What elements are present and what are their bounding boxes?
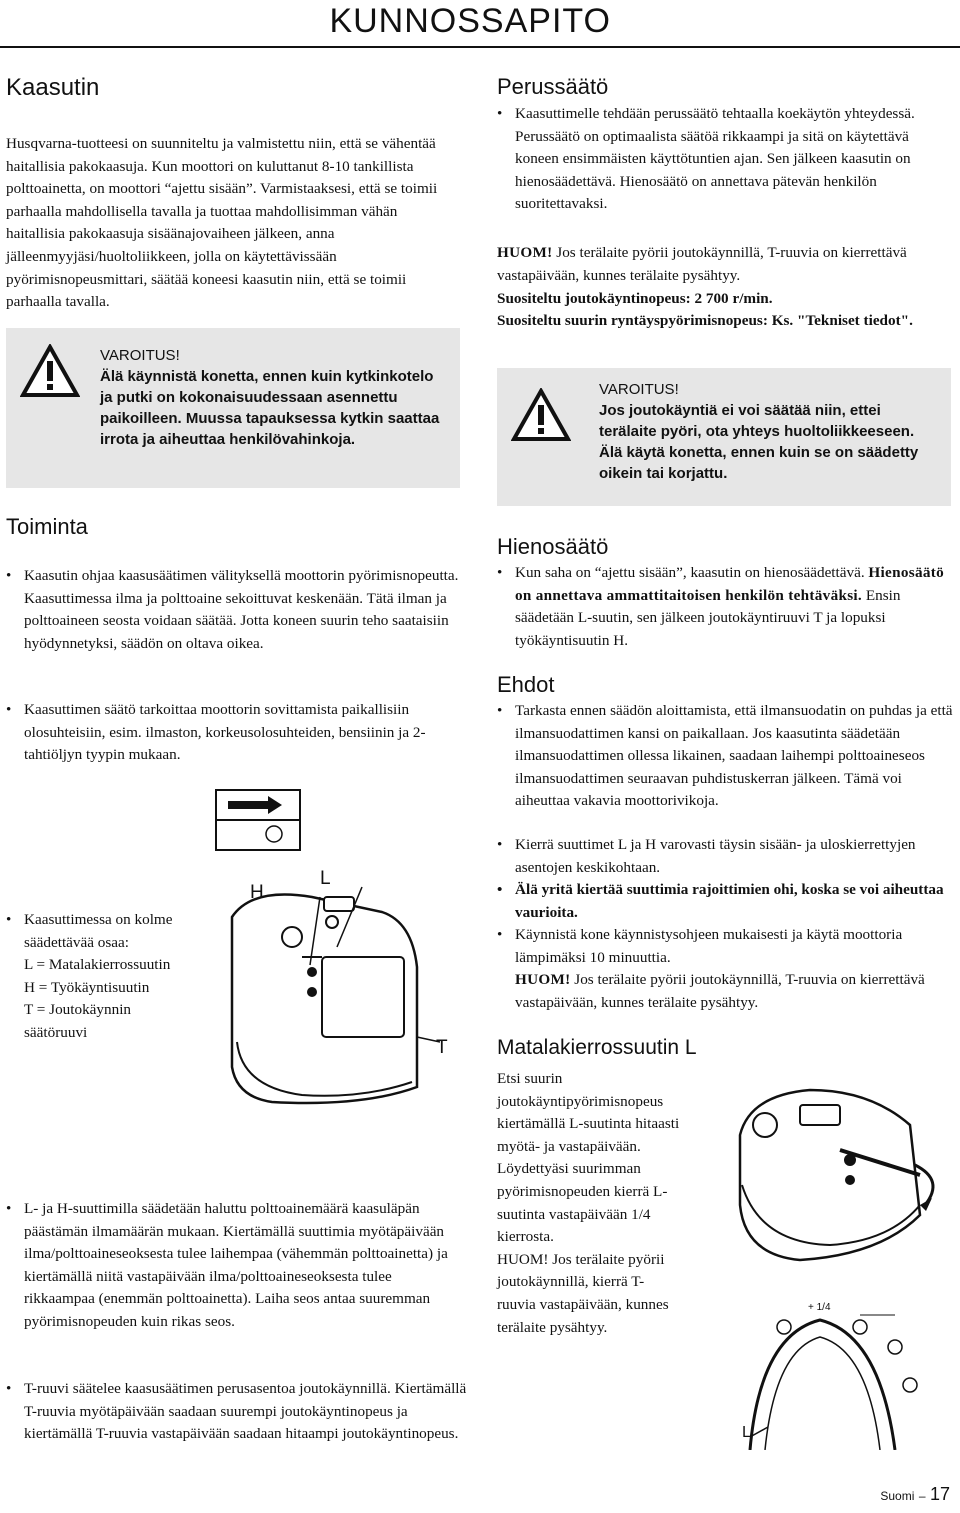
bullet-dot: •	[6, 911, 12, 928]
ehdot-heading: Ehdot	[497, 672, 555, 697]
warning-2-text: Jos joutokäyntiä ei voi säätää niin, ettei terälaite pyöri, ota yhteys huoltoliikkeeseen. Älä käytä konetta, ennen kuin se on säädetty oikein tai korjattu.	[599, 402, 919, 482]
bullet-dot: •	[6, 701, 12, 718]
bullet-dot: •	[497, 836, 503, 853]
footer-lang: Suomi	[880, 1489, 915, 1503]
perussaato-heading: Perussäätö	[497, 74, 609, 99]
warning-box-1	[6, 328, 460, 488]
bullet-dot: •	[497, 702, 503, 719]
warning-box-2	[497, 368, 951, 506]
toiminta-bullet-2: • Kaasuttimen säätö tarkoittaa moottorin sovittamista paikallisiin olosuhteisiin, esim. ilmaston, korkeusolosuhteiden, bensiinin ja 2-tahtiöljyn tyypin mukaan.	[6, 701, 426, 764]
bullet-dot: •	[6, 567, 12, 584]
huom-paragraph: HUOM! Jos terälaite pyörii joutokäynnillä, T-ruuvia on kierrettävä vastapäivään, kunnes terälaite pysähtyy.	[497, 244, 907, 284]
footer-sep: –	[918, 1489, 926, 1503]
warning-2-title: VAROITUS!	[599, 381, 679, 398]
page-number: 17	[929, 1484, 950, 1504]
toiminta-bullet-3: • Kaasuttimessa on kolme säädettävää osaa: L = Matalakierrossuutin H = Työkäyntisuutin T = Joutokäynnin säätöruuvi	[6, 911, 173, 1041]
hienosaato-heading: Hienosäätö	[497, 534, 609, 559]
huom-label: HUOM!	[497, 244, 553, 261]
matala-text: Etsi suurin joutokäyntipyörimisnopeus kiertämällä L-suutinta hitaasti myötä- ja vastapäivään. Löydettyäsi suurimman pyörimisnopeuden kierrä L- suutinta vastapäivään 1/4 kierrosta. HUOM! Jos terälaite pyörii joutokäynnillä, kierrä T- ruuvia vastapäivään, kunnes terälaite pysähtyy.	[497, 1070, 680, 1336]
page-footer	[880, 1484, 950, 1505]
figure-label-t: T	[436, 1037, 448, 1058]
bullet-dot: •	[497, 105, 503, 122]
matala-heading: Matalakierrossuutin L	[497, 1036, 697, 1059]
header-rule	[0, 46, 960, 48]
bullet-dot: •	[497, 881, 503, 898]
max-speed: Suositeltu suurin ryntäyspyörimisnopeus: Ks. "Tekniset tiedot".	[497, 312, 913, 329]
perussaato-bullet: • Kaasuttimelle tehdään perussäätö tehtaalla koekäytön yhteydessä. Perussäätö on optimaalista säätöä rikkaampi ja sitä on käytettävä koneen ensimmäisten käyttötuntien ajan. Sen jälkeen kaasutin on hienosäädettävä. Hienosäätö on annettava pätevän henkilön suoritettavaksi.	[497, 105, 915, 213]
warning-1-title: VAROITUS!	[100, 347, 180, 364]
page-title: KUNNOSSAPITO	[329, 2, 611, 40]
figure-label-h: H	[250, 882, 264, 903]
kaasutin-intro: Husqvarna-tuotteesi on suunniteltu ja valmistettu niin, että se vähentää haitallisia pakokaasuja. Kun moottori on kuluttanut 8-10 tankillista polttoainetta, on moottori “ajettu sisään”. Varmistaaksesi, että se toimii parhaalla mahdollisella tavalla ja tuottaa mahdollisimman vähän haitallisia pakokaasuja sisäänajovaiheen jälkeen, anna jälleenmyyjäsi/huoltoliikkeen, jolla on käytettävissään pyörimisnopeusmittari, säätää koneesi kaasutin niin, että se toimii parhaalla tavalla.	[6, 135, 438, 311]
mixture-adjustment-illustration	[720, 1065, 952, 1450]
hienosaato-bullet: • Kun saha on “ajettu sisään”, kaasutin on hienosäädettävä. Hienosäätö on annettava ammattitaitoisen henkilön tehtäväksi. Ensin säädetään L-suutin, sen jälkeen joutokäyntiruuvi T ja lopuksi työkäyntisuutin H.	[497, 564, 944, 649]
toiminta-heading: Toiminta	[6, 514, 88, 539]
carburettor-illustration	[212, 787, 460, 1117]
toiminta-bullet-4: • L- ja H-suuttimilla säädetään haluttu polttoainemäärä kaasuläpän päästämän ilmamäärän mukaan. Kiertämällä suuttimia myötäpäivään ilma/polttoaineseoksesta tulee laihempaa (vähemmän polttoainetta) ja kiertämällä niitä vastapäivään ilma/polttoaineseoksesta tulee rikkaampaa (enemmän polttoainetta). Laiha seos antaa suuremman pyörimisnopeuden kuin rikas seos.	[6, 1200, 448, 1330]
bullet-dot: •	[6, 1200, 12, 1217]
warning-triangle-icon	[20, 344, 80, 398]
ehdot-bullet-2: • Kierrä suuttimet L ja H varovasti täysin sisään- ja uloskierrettyjen asentojen keskikohtaan.	[497, 836, 916, 876]
idle-speed: Suositeltu joutokäyntinopeus: 2 700 r/min.	[497, 290, 773, 307]
fig2-label-l: L	[742, 1424, 751, 1441]
ehdot-bullet-3: • Älä yritä kiertää suuttimia rajoittimien ohi, koska se voi aiheuttaa vaurioita.	[497, 881, 944, 921]
bullet-dot: •	[6, 1380, 12, 1397]
warning-1-text: Älä käynnistä konetta, ennen kuin kytkinkotelo ja putki on kokonaisuudessaan asennettu paikoilleen. Muussa tapauksessa kytkin saattaa irrota ja aiheuttaa henkilövahinkoja.	[100, 368, 440, 448]
ehdot-bullet-4: • Käynnistä kone käynnistysohjeen mukaisesti ja käytä moottoria lämpimäksi 10 minuuttia. HUOM! Jos terälaite pyörii joutokäynnillä, T-ruuvia on kierrettävä vastapäivään, kunnes terälaite pysähtyy.	[497, 926, 925, 1011]
warning-triangle-icon	[511, 388, 571, 442]
figure-label-l: L	[320, 868, 331, 889]
ehdot-bullet-1: • Tarkasta ennen säädön aloittamista, että ilmansuodatin on puhdas ja että ilmansuodattimen kansi on paikallaan. Jos kaasutinta säädetään ilmansuodattimen ollessa likainen, saadaan laihempi polttoaineseos ilmansuodattimen seuraavan puhdistuskerran jälkeen. Tämä voi aiheuttaa vakavia moottorivikoja.	[497, 702, 953, 810]
quarter-turn-label: + 1/4	[808, 1302, 831, 1313]
bullet-dot: •	[497, 564, 503, 581]
toiminta-bullet-5: • T-ruuvi säätelee kaasusäätimen perusasentoa joutokäynnillä. Kiertämällä T-ruuvia myötäpäivään saadaan suurempi joutokäyntinopeus ja kiertämällä T-ruuvia vastapäivään saadaan hitaampi joutokäyntinopeus.	[6, 1380, 467, 1443]
bullet-dot: •	[497, 926, 503, 943]
toiminta-bullet-1: • Kaasutin ohjaa kaasusäätimen välityksellä moottorin pyörimisnopeutta. Kaasuttimessa ilma ja polttoaine sekoittuvat keskenään. Tätä ilman ja polttoaineen seosta voidaan säätää. Jotta koneen suurin teho saataisiin hyödynnetyksi, säädön on oltava oikea.	[6, 567, 459, 652]
kaasutin-heading: Kaasutin	[6, 74, 100, 101]
